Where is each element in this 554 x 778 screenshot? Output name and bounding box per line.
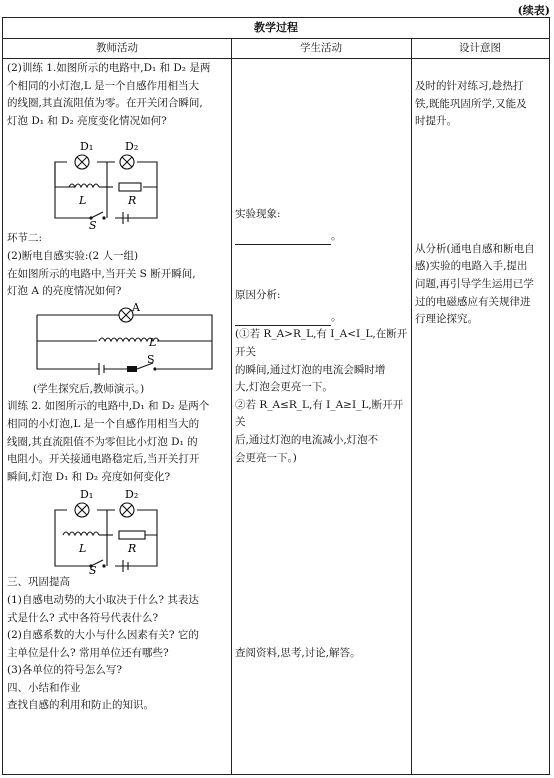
consolidation-line: (3)各单位的符号怎么写? <box>7 664 123 677</box>
consolidation-line: 三、巩固提高 <box>7 576 70 589</box>
consolidation-line: 查找自感的利用和防止的知识。 <box>7 699 154 712</box>
blank-line <box>235 313 331 326</box>
student-final-activity: 查阅资料,思考,讨论,解答。 <box>235 647 361 660</box>
exercise2-line: 电阻小。开关接通电路稳定后,当开关打开 <box>7 453 200 466</box>
label-l: L <box>79 194 87 208</box>
cause-blank: 。 <box>235 309 413 327</box>
label-d1: D₁ <box>80 140 94 154</box>
consolidation-line: 四、小结和作业 <box>7 681 81 694</box>
demo-caption: (学生探究后,教师演示。) <box>33 382 145 395</box>
cause-label: 原因分析: <box>235 289 281 302</box>
experiment-blank: 。 <box>235 228 413 246</box>
exercise1-line: 灯泡 D₁ 和 D₂ 亮度变化情况如何? <box>7 114 167 127</box>
design-intent-line: 问题,再引导学生运用已学 <box>415 277 534 290</box>
table-header-row <box>3 38 549 59</box>
label-d1: D₁ <box>80 488 94 502</box>
header-design: 设计意图 <box>459 42 501 54</box>
label-r: R <box>128 194 137 208</box>
cause-analysis-line: (①若 R_A>R_L,有 I_A<I_L,在断开开关 <box>235 328 408 358</box>
circuit-diagram-1 <box>7 130 227 230</box>
cause-analysis-line: 会更亮一下。) <box>235 451 297 464</box>
section2-line: 环节二: <box>7 232 43 245</box>
teacher-activity-column <box>7 60 227 715</box>
section2-line: (2)断电自感实验:(2 人一组) <box>7 249 139 262</box>
experiment-label: 实验现象: <box>235 208 281 220</box>
student-activity-column <box>235 206 413 663</box>
design-intent-line: 从分析(通电自感和断电自 <box>415 242 535 255</box>
design-intent-line: 时提升。 <box>415 115 457 128</box>
exercise2-line: 训练 2. 如图所示的电路中,D₁ 和 D₂ 是两个 <box>7 400 210 413</box>
continued-label: (续表) <box>517 4 550 17</box>
design-intent-column <box>415 78 545 329</box>
consolidation-line: (1)自感电动势的大小取决于什么? 其表达 <box>7 593 199 606</box>
cause-analysis-line: ②若 R_A≤R_L,有 I_A≥I_L,断开开关 <box>235 398 404 429</box>
circuit-diagram-2 <box>7 301 227 381</box>
consolidation-line: (2)自感系数的大小与什么因素有关? 它的 <box>7 629 199 642</box>
design-intent-line: 铁,既能巩固所学,又能及 <box>415 97 527 110</box>
exercise1-line: 个相同的小灯泡,L 是一个自感作用相当大 <box>7 79 200 92</box>
exercise2-line: 线圈,其直流阻值不为零但比小灯泡 D₁ 的 <box>7 435 198 448</box>
label-s: S <box>89 219 97 231</box>
table-title: 教学过程 <box>3 18 549 39</box>
design-intent-line: 行理论探究。 <box>415 313 478 326</box>
exercise2-line: 相同的小灯泡,L 是一个自感作用相当大的 <box>7 417 200 430</box>
label-a: A <box>132 300 140 314</box>
label-d2: D₂ <box>125 140 139 154</box>
cause-analysis-line: 大,灯泡会更亮一下。 <box>235 381 333 394</box>
section2-line: 在如图所示的电路中,当开关 S 断开瞬间, <box>7 267 196 280</box>
label-l: L <box>149 335 157 349</box>
cause-analysis-line: 的瞬间,通过灯泡的电流会瞬时增 <box>235 363 386 376</box>
exercise2-line: 瞬间,灯泡 D₁ 和 D₂ 亮度如何变化? <box>7 470 171 483</box>
design-intent-line: 及时的针对练习,趁热打 <box>415 80 524 92</box>
column-divider <box>231 38 232 774</box>
section2-line: 灯泡 A 的亮度情况如何? <box>7 285 122 298</box>
label-l: L <box>79 542 87 556</box>
consolidation-line: 主单位是什么? 常用单位还有哪些? <box>7 646 169 659</box>
design-intent-line: 感)实验的电路入手,提出 <box>415 260 528 273</box>
consolidation-line: 式是什么? 式中各符号代表什么? <box>7 611 159 624</box>
label-r: R <box>128 542 137 556</box>
header-teacher: 教师活动 <box>96 42 138 54</box>
circuit-diagram-3 <box>7 486 227 574</box>
label-s: S <box>89 564 97 575</box>
blank-line <box>235 232 331 245</box>
exercise1-line: 的线圈,其直流阻值为零。在开关闭合瞬间, <box>7 97 203 110</box>
teaching-process-table <box>2 17 550 775</box>
header-student: 学生活动 <box>300 42 342 54</box>
design-intent-line: 过的电磁感应有关规律进 <box>415 295 531 308</box>
label-d2: D₂ <box>125 488 139 502</box>
label-s: S <box>147 352 155 366</box>
cause-analysis-line: 后,通过灯泡的电流减小,灯泡不 <box>235 433 379 446</box>
exercise1-line: (2)训练 1.如图所示的电路中,D₁ 和 D₂ 是两 <box>7 62 211 74</box>
